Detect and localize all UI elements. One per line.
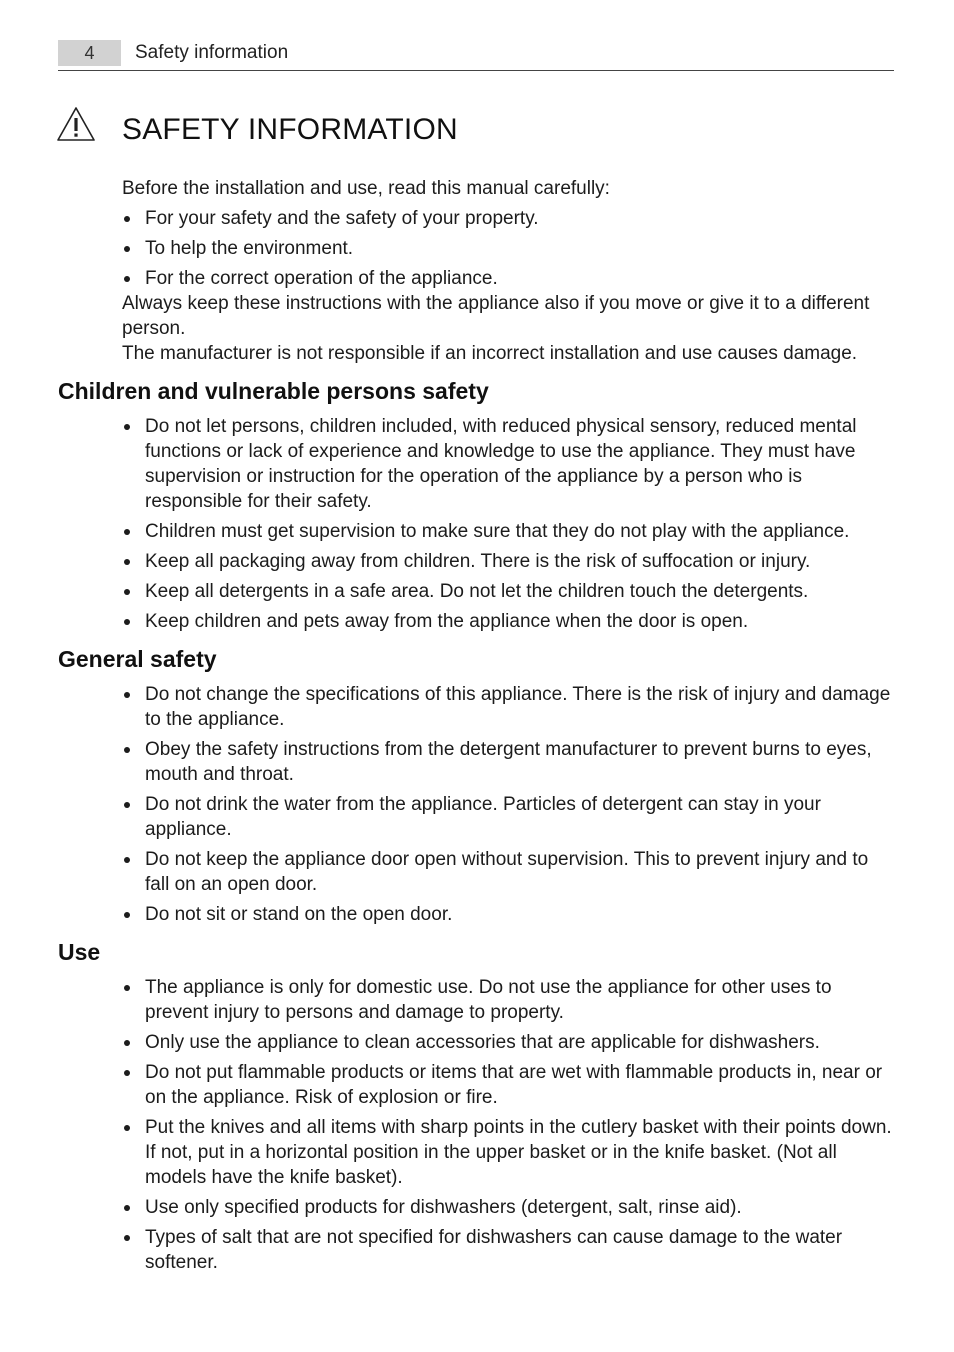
warning-triangle-icon: [56, 106, 96, 142]
section-heading-use: Use: [58, 939, 101, 965]
list-item: Use only specified products for dishwashers (detergent, salt, rinse aid).: [122, 1195, 894, 1220]
section-heading-general: General safety: [58, 646, 217, 672]
list-item: The appliance is only for domestic use. Do not use the appliance for other uses to prevent injury to persons and damage to property.: [122, 975, 894, 1025]
list-item: To help the environment.: [122, 236, 894, 261]
intro-paragraph: The manufacturer is not responsible if an incorrect installation and use causes damage.: [122, 343, 858, 364]
list-item: Do not change the specifications of this appliance. There is the risk of injury and damage to the appliance.: [122, 682, 894, 732]
page-number: 4: [58, 40, 121, 66]
list-item: Keep all detergents in a safe area. Do not let the children touch the detergents.: [122, 579, 894, 604]
list-item: Put the knives and all items with sharp points in the cutlery basket with their points down. If not, put in a horizontal position in the upper basket or in the knife basket. (Not all models have the knife basket).: [122, 1115, 894, 1190]
section-heading-children: Children and vulnerable persons safety: [58, 378, 489, 404]
intro-paragraph: Always keep these instructions with the appliance also if you move or give it to a different person.: [122, 293, 870, 339]
list-item: Do not let persons, children included, with reduced physical sensory, reduced mental functions or lack of experience and knowledge to use the appliance. They must have supervision or instruction for the operation of the appliance by a person who is responsible for their safety.: [122, 414, 894, 514]
list-item: Do not drink the water from the appliance. Particles of detergent can stay in your appliance.: [122, 792, 894, 842]
children-safety-list: [122, 414, 894, 634]
use-safety-list: [122, 975, 894, 1275]
list-item: Children must get supervision to make sure that they do not play with the appliance.: [122, 519, 894, 544]
page-header: [58, 40, 894, 72]
list-item: Do not sit or stand on the open door.: [122, 902, 894, 927]
list-item: Keep children and pets away from the appliance when the door is open.: [122, 609, 894, 634]
intro-lead: Before the installation and use, read this manual carefully:: [122, 178, 610, 199]
general-safety-list: [122, 682, 894, 927]
list-item: Keep all packaging away from children. There is the risk of suffocation or injury.: [122, 549, 894, 574]
list-item: For the correct operation of the appliance.: [122, 266, 894, 291]
list-item: Do not keep the appliance door open without supervision. This to prevent injury and to fall on an open door.: [122, 847, 894, 897]
intro-bullet-list: [122, 206, 894, 291]
page-title: SAFETY INFORMATION: [122, 113, 458, 146]
running-header-title: Safety information: [135, 42, 289, 63]
list-item: Do not put flammable products or items that are wet with flammable products in, near or on the appliance. Risk of explosion or fire.: [122, 1060, 894, 1110]
header-divider: [58, 70, 894, 71]
list-item: Obey the safety instructions from the detergent manufacturer to prevent burns to eyes, mouth and throat.: [122, 737, 894, 787]
list-item: For your safety and the safety of your property.: [122, 206, 894, 231]
list-item: Types of salt that are not specified for dishwashers can cause damage to the water softener.: [122, 1225, 894, 1275]
list-item: Only use the appliance to clean accessories that are applicable for dishwashers.: [122, 1030, 894, 1055]
